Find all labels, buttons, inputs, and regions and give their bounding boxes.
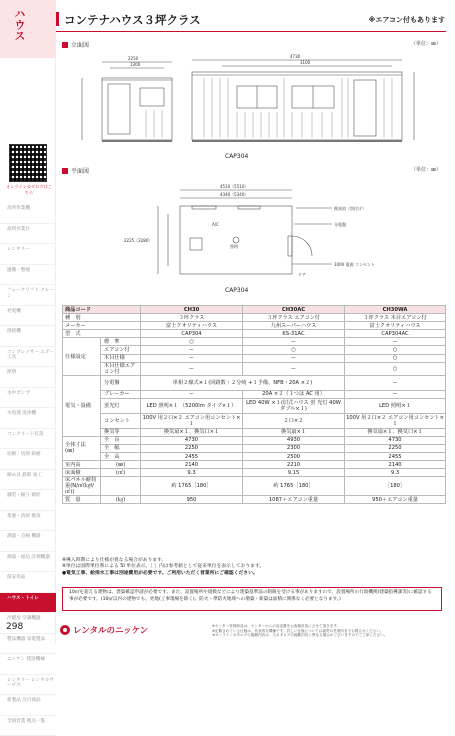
- spec-cell: 100V 用２口×２ エアコン用コンセント×１: [141, 413, 243, 428]
- spec-cell: 単相２線式×１(回路数・２分岐 +１予備、NFB・20A ×２): [141, 375, 345, 390]
- spec-cell: ［180］: [345, 477, 446, 496]
- spec-cell: 9.3: [345, 469, 446, 477]
- spec-cell: 質 量: [63, 496, 101, 504]
- qr-caption: オンラインカタログはこちら: [4, 184, 54, 196]
- spec-row: [63, 496, 446, 504]
- spec-cell: CH30WA: [345, 306, 446, 314]
- spec-cell: 換気扇×１、換気口×１: [141, 428, 243, 436]
- spec-cell: ２口×２: [243, 413, 345, 428]
- spec-table: [62, 305, 446, 504]
- spec-cell: 2140: [345, 461, 446, 469]
- company-logo-text: レンタルのニッケン: [73, 624, 148, 636]
- spec-row: [63, 338, 446, 346]
- spec-cell: ○: [345, 354, 446, 362]
- spec-cell: コンセント: [101, 413, 141, 428]
- elevation-caption: CAP304: [225, 153, 248, 160]
- dim-inner-right: 3100: [300, 60, 311, 65]
- spec-cell: メーカー: [63, 322, 141, 330]
- spec-cell: ３坪クラス: [141, 314, 243, 322]
- sidebar-item[interactable]: 測量・点検 機器: [0, 531, 56, 552]
- sidebar-item[interactable]: フォークリフト クレーン: [0, 285, 56, 306]
- spec-cell: 型 式: [63, 330, 141, 338]
- sidebar-item[interactable]: 発電機: [0, 306, 56, 327]
- spec-row: [63, 322, 446, 330]
- sidebar-item[interactable]: 水処理 洗浄機: [0, 408, 56, 429]
- section-square-icon: [62, 42, 68, 48]
- spec-row: [63, 314, 446, 322]
- sidebar-item[interactable]: レンタリー レンタルサービス: [0, 675, 56, 696]
- sidebar-item[interactable]: ハウス・トイレ: [0, 593, 56, 614]
- sidebar-item[interactable]: コンプレッサー エアー工具: [0, 347, 56, 368]
- header-divider: [56, 31, 446, 32]
- spec-cell: 約 1765［180］: [243, 477, 345, 496]
- spec-cell: 蛍光灯: [101, 398, 141, 413]
- sidebar-item[interactable]: 溶接機: [0, 326, 56, 347]
- spec-row: [63, 469, 446, 477]
- spec-cell: 100V 用２口×２ エアコン用コンセント×１: [345, 413, 446, 428]
- spec-cell: 木目仕様エアコン付: [101, 362, 141, 375]
- spec-cell: CAP304AC: [345, 330, 446, 338]
- sidebar-item[interactable]: 高所作業台: [0, 224, 56, 245]
- spec-cell: 換気扇×１、換気口×１: [345, 428, 446, 436]
- spec-cell: 20A ×２（１つは AC 用）: [243, 390, 345, 398]
- spec-row: [63, 390, 446, 398]
- label-door: ドア: [298, 272, 306, 277]
- sidebar: [0, 0, 56, 644]
- category-label: ハウス: [12, 8, 26, 41]
- spec-row: [63, 354, 446, 362]
- spec-cell: 2300: [243, 444, 345, 452]
- spec-cell: ー: [243, 362, 345, 375]
- spec-cell: 9.15: [243, 469, 345, 477]
- elevation-drawing: [62, 50, 442, 150]
- spec-cell: LED 照明×１ （5200lm タイプ×１）: [141, 398, 243, 413]
- sidebar-item[interactable]: 冷暖房 空調機器: [0, 613, 56, 634]
- spec-cell: 全体寸法 (㎜): [63, 436, 101, 460]
- spec-cell: ○: [345, 346, 446, 354]
- spec-cell: ○: [141, 338, 243, 346]
- spec-cell: LED 照明×１: [345, 398, 446, 413]
- spec-cell: エアコン付: [101, 346, 141, 354]
- spec-cell: ー: [243, 354, 345, 362]
- spec-cell: 富士クオリティハウス: [141, 322, 243, 330]
- spec-cell: ー: [345, 375, 446, 390]
- spec-cell: 2250: [141, 444, 243, 452]
- label-light: 照明: [230, 243, 238, 249]
- spec-row: [63, 428, 446, 436]
- spec-row: [63, 413, 446, 428]
- spec-cell: 4730: [141, 436, 243, 444]
- spec-cell: 床面積: [63, 469, 101, 477]
- spec-cell: 換気等: [101, 428, 141, 436]
- spec-cell: 2500: [243, 453, 345, 461]
- spec-cell: 全 高: [101, 453, 141, 461]
- spec-cell: [101, 477, 141, 496]
- spec-cell: (㎜): [101, 461, 141, 469]
- plan-caption: CAP304: [225, 287, 248, 294]
- plan-drawing: [62, 176, 442, 284]
- label-ac: A/C: [212, 222, 219, 227]
- category-tab: [0, 0, 56, 58]
- spec-cell: 950＋エアコン重量: [345, 496, 446, 504]
- spec-cell: CAP304: [141, 330, 243, 338]
- spec-row: [63, 453, 446, 461]
- page-header: [56, 8, 455, 30]
- footer-note: ※センター管理商品は、センターからの直送費をお客様負担にさせて頂きます。: [212, 624, 450, 629]
- sidebar-item[interactable]: 運搬・整地: [0, 265, 56, 286]
- elevation-label: 立面図: [71, 42, 89, 49]
- spec-cell: 2210: [243, 461, 345, 469]
- dim-left-width: 2250: [128, 56, 139, 61]
- spec-cell: ブレーカー: [101, 390, 141, 398]
- spec-cell: 950: [141, 496, 243, 504]
- footer-note: ※オンラインカタログの掲載内容は、当カタログの掲載内容と異なる場合がございますのでご了承ください。: [212, 633, 450, 638]
- elevation-unit: （単位：㎜）: [411, 40, 441, 47]
- spec-row: [63, 477, 446, 496]
- spec-cell: CH30AC: [243, 306, 345, 314]
- spec-cell: CH30: [141, 306, 243, 314]
- spec-cell: 2455: [345, 453, 446, 461]
- spec-cell: 木目仕様: [101, 354, 141, 362]
- footer-note: ※記載されている仕様は、代表的な機種です。詳しい仕様については最寄の営業所までお問合せください。: [212, 629, 450, 634]
- spec-row: [63, 330, 446, 338]
- spec-cell: 種 別: [63, 314, 141, 322]
- spec-cell: 2455: [141, 453, 243, 461]
- sidebar-item[interactable]: 舗装・掘り 破砕: [0, 490, 56, 511]
- spec-cell: ー: [141, 390, 243, 398]
- spec-cell: ３坪クラス 木目エアコン付: [345, 314, 446, 322]
- spec-cell: 室内高: [63, 461, 101, 469]
- label-board: 分電盤: [334, 221, 346, 227]
- sidebar-item[interactable]: 切断・切削 研磨: [0, 449, 56, 470]
- spec-row: [63, 436, 446, 444]
- sidebar-item[interactable]: 照明: [0, 367, 56, 388]
- spec-cell: 換気扇×１: [243, 428, 345, 436]
- spec-cell: (㎡): [101, 469, 141, 477]
- spec-cell: 2250: [345, 444, 446, 452]
- sidebar-item[interactable]: 締め具 鉄筋 加工: [0, 470, 56, 491]
- spec-row: [63, 362, 446, 375]
- building-permit-note: 10㎡を超える建物は、建築確認申請が必要です。また、設置場所や規模などにより建築基準法の制限を受ける事がありますので、設置場所の行政機関(建築指導課等)に確認する事が必要です。(10㎡以内の建物でも、更地(工事現場を除く)、防火・準防火地域への増築・新築は面積に関係なく必要となります。): [62, 587, 442, 611]
- sidebar-item[interactable]: 製品機器 家電製品: [0, 634, 56, 655]
- spec-cell: ー: [345, 390, 446, 398]
- spec-row: [63, 398, 446, 413]
- dim-height: 2225（3280）: [124, 238, 152, 243]
- notes: [62, 558, 442, 577]
- spec-cell: 仕様設定: [63, 338, 101, 375]
- spec-cell: 約 1765［180］: [141, 477, 243, 496]
- spec-cell: 床パネル耐荷重(N/㎡(㎏f/㎡)): [63, 477, 101, 496]
- sidebar-item[interactable]: 水中ポンプ: [0, 388, 56, 409]
- spec-cell: 電気・設備: [63, 375, 101, 436]
- spec-cell: 1087＋エアコン重量: [243, 496, 345, 504]
- spec-row: [63, 306, 446, 314]
- page-title: コンテナハウス３坪クラス: [64, 12, 201, 28]
- dim-inner: 4340（5340）: [220, 192, 248, 197]
- qr-code[interactable]: [9, 144, 47, 182]
- section-square-icon: [62, 168, 68, 174]
- spec-cell: ー: [141, 362, 243, 375]
- plan-heading: [62, 166, 89, 175]
- spec-cell: 商品コード: [63, 306, 141, 314]
- spec-cell: 4930: [243, 436, 345, 444]
- nikken-logo-icon: [60, 625, 70, 635]
- spec-cell: 全 幅: [101, 444, 141, 452]
- spec-cell: ３坪クラス エアコン付: [243, 314, 345, 322]
- elevation-heading: [62, 40, 89, 49]
- spec-cell: ○: [345, 362, 446, 375]
- spec-cell: 富士クオリティハウス: [345, 322, 446, 330]
- dim-left-inner: 1300: [130, 62, 141, 67]
- spec-cell: ○: [243, 346, 345, 354]
- sidebar-item[interactable]: 保安用品: [0, 572, 56, 593]
- sidebar-nav: [0, 203, 56, 736]
- spec-cell: (㎏): [101, 496, 141, 504]
- spec-row: [63, 346, 446, 354]
- sidebar-item[interactable]: レンタリー: [0, 244, 56, 265]
- note-1: ※導入時期により仕様が異なる場合があります。: [62, 558, 442, 564]
- spec-cell: 9.3: [141, 469, 243, 477]
- spec-cell: 九州スーパーハウス: [243, 322, 345, 330]
- sidebar-item[interactable]: コンクリート打設: [0, 429, 56, 450]
- spec-row: [63, 461, 446, 469]
- dim-total-width: 4730: [290, 54, 301, 59]
- footer-notes: [212, 624, 450, 638]
- dim-outer: 4510（5510）: [220, 184, 248, 189]
- spec-row: [63, 444, 446, 452]
- spec-cell: 4730: [345, 436, 446, 444]
- aircon-note: ※エアコン付もあります: [369, 15, 445, 25]
- spec-cell: 標 準: [101, 338, 141, 346]
- plan-unit: （単位：㎜）: [411, 166, 441, 173]
- spec-cell: 2140: [141, 461, 243, 469]
- sidebar-item[interactable]: ニッケン 建設機械: [0, 654, 56, 675]
- note-2: ※単位は国際単位系による SI 単位表示。［ ］内は参考値として従来単位を表示しております。: [62, 564, 442, 570]
- spec-cell: ー: [141, 354, 243, 362]
- spec-cell: KS-31AC: [243, 330, 345, 338]
- spec-cell: LED 40W ×１(旧式ハウス 蛍 光灯 40W ダブル×１): [243, 398, 345, 413]
- spec-cell: 分電盤: [101, 375, 141, 390]
- spec-cell: ー: [345, 338, 446, 346]
- sidebar-item[interactable]: 測量・通信 計測機器: [0, 552, 56, 573]
- spec-cell: 全 長: [101, 436, 141, 444]
- label-outlet: 100V 電源 コンセント: [334, 261, 375, 267]
- title-accent-bar: [56, 12, 59, 26]
- note-3: ●電気工事、給排水工事は別途費用が必要です。ご利用いただく営業所にご確認ください。: [62, 571, 442, 577]
- sidebar-item[interactable]: 全国営業 拠点一覧: [0, 716, 56, 736]
- sidebar-item[interactable]: 高所作業機: [0, 203, 56, 224]
- page-number: 298: [6, 622, 23, 632]
- spec-cell: ー: [141, 346, 243, 354]
- sidebar-item[interactable]: 集塵・清掃 換気: [0, 511, 56, 532]
- spec-cell: ー: [243, 338, 345, 346]
- plan-label: 平面図: [71, 168, 89, 175]
- sidebar-item[interactable]: 新製品 注目商品: [0, 695, 56, 716]
- label-vent: 換気扇（別付け）: [334, 205, 366, 211]
- spec-row: [63, 375, 446, 390]
